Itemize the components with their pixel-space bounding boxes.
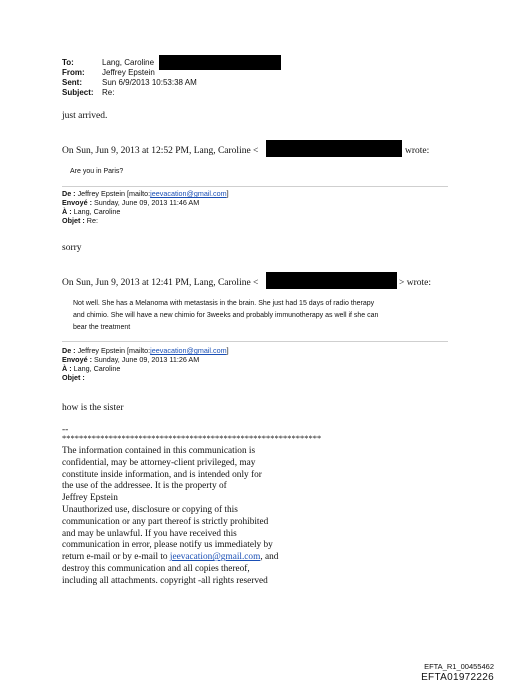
a-label: À :	[62, 364, 72, 373]
bates-number-small: EFTA_R1_00455462	[424, 662, 494, 671]
quote-intro-wrote: wrote:	[405, 146, 430, 156]
disclaimer-line: the use of the addressee. It is the property of	[62, 481, 227, 492]
quoted-text: Are you in Paris?	[70, 168, 124, 175]
disclaimer-line-start: return e-mail or by e-mail to	[62, 552, 170, 563]
sent-row	[62, 78, 322, 88]
signature-stars: *************************************************************	[62, 433, 322, 443]
objet-row	[62, 216, 442, 225]
original-text: how is the sister	[62, 403, 124, 413]
a-value: Lang, Caroline	[71, 364, 121, 373]
disclaimer-line: The information contained in this communication is	[62, 446, 256, 456]
forward-header	[62, 346, 442, 382]
a-row	[62, 207, 442, 216]
disclaimer-line-end: , and	[260, 552, 279, 563]
disclaimer-line: communication in error, please notify us immediately by	[62, 540, 273, 551]
to-label: To:	[62, 58, 74, 67]
disclaimer-line: Unauthorized use, disclosure or copying of this	[62, 504, 238, 515]
sent-label: Sent:	[62, 78, 82, 87]
de-label: De :	[62, 189, 76, 198]
envoye-label: Envoyé :	[62, 355, 92, 364]
envoye-value: Sunday, June 09, 2013 11:26 AM	[91, 355, 200, 364]
reply-text: just arrived.	[62, 111, 108, 121]
subject-row	[62, 88, 322, 98]
objet-label: Objet :	[62, 373, 85, 382]
divider	[62, 341, 448, 342]
disclaimer-line: destroy this communication and all copies thereof,	[62, 563, 250, 574]
quote-intro-wrote: > wrote:	[399, 278, 432, 288]
disclaimer-line: constitute inside information, and is intended only for	[62, 469, 262, 480]
disclaimer-line: communication or any part thereof is strictly prohibited	[62, 516, 269, 527]
email-link[interactable]: jeevacation@gmail.com	[150, 189, 227, 198]
reply-text: sorry	[62, 243, 82, 253]
envoye-label: Envoyé :	[62, 198, 92, 207]
quote-intro: On Sun, Jun 9, 2013 at 12:41 PM, Lang, Caroline <	[62, 278, 259, 288]
de-label: De :	[62, 346, 76, 355]
sent-value: Sun 6/9/2013 10:53:38 AM	[102, 78, 197, 87]
subject-label: Subject:	[62, 88, 94, 97]
de-close: ]	[226, 189, 229, 198]
forward-header	[62, 189, 442, 225]
redaction-box	[266, 140, 402, 157]
subject-value: Re:	[102, 88, 115, 97]
envoye-row	[62, 355, 442, 364]
a-label: À :	[62, 207, 72, 216]
disclaimer-line: and may be unlawful. If you have received this	[62, 528, 237, 539]
bates-number-large: EFTA01972226	[421, 672, 494, 683]
de-value: Jeffrey Epstein [mailto:	[75, 346, 151, 355]
redaction-box	[266, 272, 397, 289]
objet-value: Re:	[84, 216, 98, 225]
disclaimer-line: including all attachments. copyright -all rights reserved	[62, 575, 268, 586]
a-row	[62, 364, 442, 373]
to-value: Lang, Caroline	[102, 58, 155, 67]
objet-row	[62, 373, 442, 382]
objet-label: Objet :	[62, 216, 85, 225]
quoted-text	[73, 298, 463, 334]
de-row	[62, 189, 442, 198]
signature-dashes: --	[62, 425, 69, 435]
quote-intro: On Sun, Jun 9, 2013 at 12:52 PM, Lang, Caroline <	[62, 146, 259, 156]
quoted-line: bear the treatment	[73, 324, 131, 331]
email-link[interactable]: jeevacation@gmail.com	[169, 552, 261, 563]
disclaimer-line	[62, 552, 362, 564]
divider	[62, 186, 448, 187]
from-value: Jeffrey Epstein	[102, 68, 155, 77]
envoye-value: Sunday, June 09, 2013 11:46 AM	[91, 198, 200, 207]
email-link[interactable]: jeevacation@gmail.com	[150, 346, 227, 355]
quoted-line: Not well. She has a Melanoma with metastasis in the brain. She just had 15 days of radio therapy	[73, 300, 375, 307]
disclaimer	[62, 446, 362, 588]
from-label: From:	[62, 68, 85, 77]
envoye-row	[62, 198, 442, 207]
disclaimer-line: Jeffrey Epstein	[62, 493, 118, 504]
de-value: Jeffrey Epstein [mailto:	[75, 189, 151, 198]
redaction-box	[159, 55, 281, 70]
quoted-line: and chimio. She will have a new chimio for 3weeks and probably immunotherapy as well if she can	[73, 312, 379, 319]
disclaimer-line: confidential, may be attorney-client privileged, may	[62, 457, 256, 468]
de-close: ]	[226, 346, 229, 355]
a-value: Lang, Caroline	[71, 207, 121, 216]
de-row	[62, 346, 442, 355]
